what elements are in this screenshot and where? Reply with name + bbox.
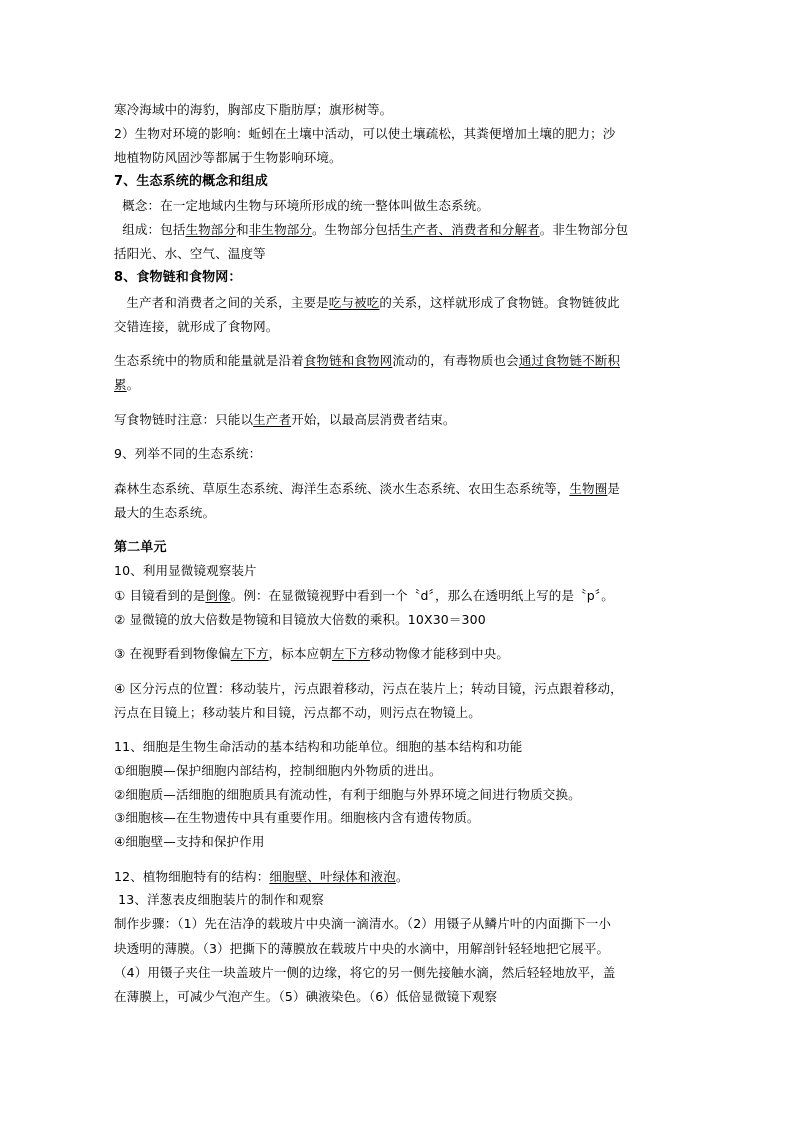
- text-line: 概念：在一定地域内生物与环境所形成的统一整体叫做生态系统。: [114, 198, 490, 213]
- text-line: 括阳光、水、空气、温度等: [114, 246, 266, 261]
- underlined-term: 细胞壁、叶绿体和液泡: [269, 869, 396, 884]
- underlined-term: 生物部分: [185, 222, 237, 237]
- underlined-term: 左下方: [230, 646, 269, 661]
- text-line: 11、细胞是生物生命活动的基本结构和功能单位。细胞的基本结构和功能: [114, 739, 523, 754]
- text-line: 9、列举不同的生态系统：: [114, 446, 262, 461]
- text-line: 生产者和消费者之间的关系，主要是吃与被吃的关系，这样就形成了食物链。食物链彼此: [114, 295, 620, 310]
- text-line: 交错连接，就形成了食物网。: [114, 319, 279, 334]
- text-line: ① 目镜看到的是倒像。例：在显微镜视野中看到一个〝d〞，那么在透明纸上写的是〝p〞。: [114, 588, 614, 603]
- text-line: 写食物链时注意：只能以生产者开始，以最高层消费者结束。: [114, 412, 456, 427]
- section-heading: 7、生态系统的概念和组成: [114, 174, 268, 189]
- underlined-term: 生物圈: [569, 481, 608, 496]
- text-line: 12、植物细胞特有的结构：细胞壁、叶绿体和液泡。: [114, 869, 409, 884]
- text-line: 制作步骤：（1）先在洁净的载玻片中央滴一滴清水。（2）用镊子从鳞片叶的内面撕下一小: [114, 916, 612, 931]
- underlined-term: 非生物部分: [248, 222, 313, 237]
- underlined-term: 食物链和食物网: [303, 353, 393, 368]
- underlined-term: 通过食物链不断积: [518, 353, 621, 368]
- text-line: ④细胞壁—支持和保护作用: [114, 834, 265, 849]
- section-heading: 8、食物链和食物网：: [114, 270, 242, 285]
- text-line: （4）用镊子夹住一块盖玻片一侧的边缘，将它的另一侧先接触水滴，然后轻轻地放平，盖: [114, 965, 616, 980]
- text-line: ④ 区分污点的位置：移动装片，污点跟着移动，污点在装片上；转动目镜，污点跟着移动，: [114, 681, 623, 696]
- text-line: ② 显微镜的放大倍数是物镜和目镜放大倍数的乘积。10X30＝300: [114, 612, 486, 627]
- text-line: ③ 在视野看到物像偏左下方，标本应朝左下方移动物像才能移到中央。: [114, 646, 510, 661]
- text-line: 累。: [114, 377, 140, 392]
- text-line: ③细胞核—在生物遗传中具有重要作用。细胞核内含有遗传物质。: [114, 810, 480, 825]
- underlined-term: 吃与被吃: [328, 295, 380, 310]
- underlined-term: 生产者、消费者和分解者: [400, 222, 540, 237]
- text-line: 污点在目镜上；移动装片和目镜，污点都不动，则污点在物镜上。: [114, 705, 481, 720]
- text-line: 在薄膜上，可减少气泡产生。（5）碘液染色。（6）低倍显微镜下观察: [114, 989, 498, 1004]
- text-line: 块透明的薄膜。（3）把撕下的薄膜放在载玻片中央的水滴中，用解剖针轻轻地把它展平。: [114, 941, 610, 956]
- text-line: 寒冷海域中的海豹，胸部皮下脂肪厚；旗形树等。: [114, 102, 393, 117]
- unit-heading: 第二单元: [114, 540, 167, 555]
- text-line: 组成：包括生物部分和非生物部分。生物部分包括生产者、消费者和分解者。非生物部分包: [114, 222, 629, 237]
- underlined-term: 累: [114, 377, 127, 392]
- text-line: 生态系统中的物质和能量就是沿着食物链和食物网流动的，有毒物质也会通过食物链不断积: [114, 353, 621, 368]
- text-line: 13、洋葱表皮细胞装片的制作和观察: [114, 892, 325, 907]
- underlined-term: 左下方: [331, 646, 370, 661]
- text-line: 10、利用显微镜观察装片: [114, 563, 257, 578]
- text-line: 森林生态系统、草原生态系统、海洋生态系统、淡水生态系统、农田生态系统等，生物圈是: [114, 481, 621, 496]
- text-line: 2）生物对环境的影响：蚯蚓在土壤中活动，可以使土壤疏松，其粪便增加土壤的肥力；沙: [114, 126, 616, 141]
- text-line: 最大的生态系统。: [114, 505, 216, 520]
- text-line: ②细胞质—活细胞的细胞质具有流动性，有利于细胞与外界环境之间进行物质交换。: [114, 787, 581, 802]
- underlined-term: 生产者: [253, 412, 292, 427]
- underlined-term: 倒像: [205, 588, 231, 603]
- text-line: 地植物防风固沙等都属于生物影响环境。: [114, 150, 342, 165]
- text-line: ①细胞膜—保护细胞内部结构，控制细胞内外物质的进出。: [114, 763, 442, 778]
